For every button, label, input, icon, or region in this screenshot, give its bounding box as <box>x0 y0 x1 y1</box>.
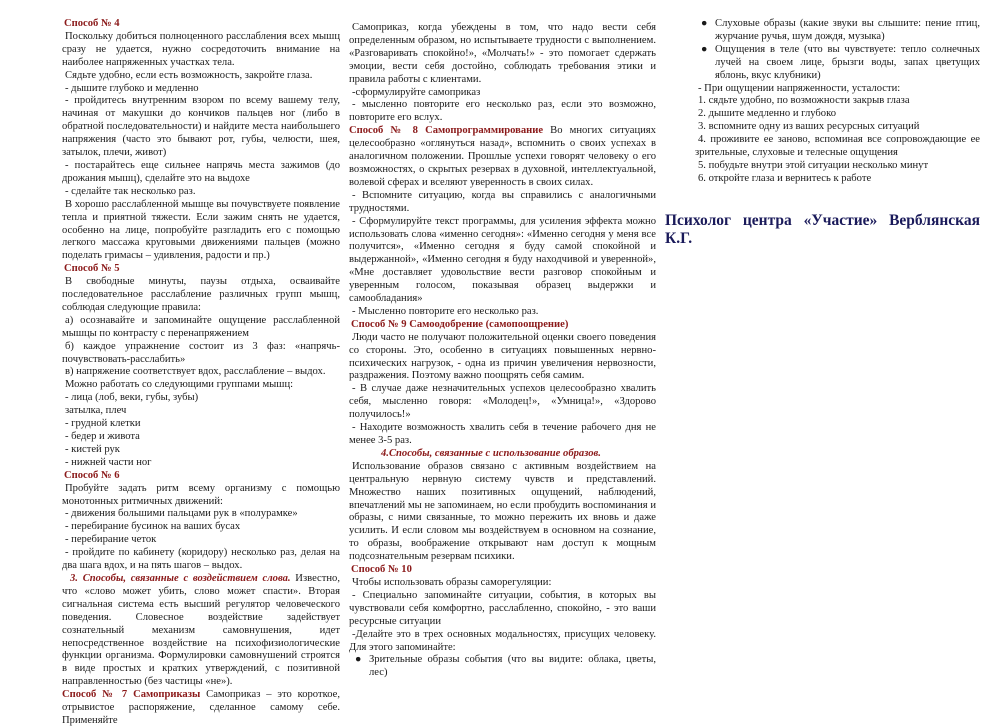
section-heading: Способ № 5 <box>64 263 120 275</box>
bullet-icon: ● <box>701 18 708 29</box>
section-heading: Способ № 4 <box>64 18 120 29</box>
paragraph: -Делайте это в трех основных модальностях, присущих человеку. Для этого запоминайте: <box>349 628 656 653</box>
paragraph-text: Известно, что «слово может убить, слово может спасти». Вторая сигнальная система есть высший регулятор человеческого поведения. Словесное воздействие задействует сознательный механизм самовнушения, идет непосредственное воздействие на психофизиологические функции организма. Формулировки самовнушений строятся в виде простых и кратких утверждений, с позитивной направленностью (без частицы «не»). <box>62 572 340 688</box>
paragraph: - При ощущении напряженности, усталости: <box>698 82 901 94</box>
bullet-text: Слуховые образы (какие звуки вы слышите: пение птиц, журчание ручья, шум дождя, музыка) <box>715 18 980 42</box>
paragraph: 3. вспомните одну из ваших ресурсных ситуаций <box>698 121 920 133</box>
paragraph: - пройдитесь внутренним взором по всему вашему телу, начиная от макушки до кончиков пальцев ног (либо в обратной последовательности) и найдите места наибольшего напряжения (часто это бывают рот, губы, челюсти, шея, затылок, плечи, живот) <box>62 95 340 159</box>
section-heading: Способ № 10 <box>351 564 412 576</box>
list-line: - нижней части ног <box>65 456 152 468</box>
inline-heading: Способ № 7 Самоприказы <box>62 689 201 701</box>
paragraph <box>349 125 656 190</box>
paragraph: Люди часто не получают положительной оценки своего поведения со стороны. Это, особенно в ситуациях повышенных нервно-психических нагрузок, - одна из причин увеличения нервозности, раздражения. Поэтому важно поощрять себя самим. <box>349 331 656 382</box>
list-line: - бедер и живота <box>65 431 140 442</box>
paragraph: - пройдите по кабинету (коридору) несколько раз, делая на два шага вдох, и на пять шагов – выдох. <box>62 547 340 572</box>
paragraph: 1. сядьте удобно, по возможности закрыв глаза <box>698 95 910 107</box>
paragraph-text: Самоприказ – это короткое, отрывистое распоряжение, сделанное самому себе. Применяйте <box>62 689 340 726</box>
paragraph: -сформулируйте самоприказ <box>352 86 481 98</box>
paragraph: - перебирание четок <box>65 534 157 546</box>
paragraph: Сядьте удобно, если есть возможность, закройте глаза. <box>65 69 313 81</box>
paragraph: а) осознавайте и запоминайте ощущение расслабленной мышцы по контрасту с перенапряжением <box>62 314 340 339</box>
list-line: затылка, плеч <box>65 405 127 417</box>
bullet-item <box>695 18 980 44</box>
inline-heading: 3. Способы, связанные с воздействием слова. <box>70 572 291 584</box>
paragraph: 4. проживите ее заново, вспоминая все сопровождающие ее зрительные, слуховые и телесные ощущения <box>695 134 980 159</box>
paragraph: - дышите глубоко и медленно <box>65 82 199 94</box>
paragraph: в) напряжение соответствует вдох, расслабление – выдох. <box>65 366 326 378</box>
inline-heading: Способ № 8 Самопрограммирование <box>349 125 544 137</box>
paragraph: - Сформулируйте текст программы, для усиления эффекта можно использовать слова «именно сегодня»: «Именно сегодня у меня все получится», «Именно сегодня я буду самой спокойной и выдержанной», «Именно сегодня я буду находчивой и уверенной», «Мне доставляет удовольствие вести разговор спокойным и уверенным голосом, показывая образец выдержки и самообладания» <box>349 215 656 305</box>
paragraph: - постарайтесь еще сильнее напрячь места зажимов (до дрожания мышц), сделайте это на выдохе <box>62 159 340 184</box>
bullet-text: Зрительные образы события (что вы видите: облака, цветы, лес) <box>369 654 656 679</box>
bullet-item <box>695 44 980 83</box>
paragraph-text: Во многих ситуациях целесообразно «оглянуться назад», вспомнить о своих успехах в аналогичном положении. Прошлые успехи говорят человеку о его возможностях, о скрытых резервах в духовной, интеллектуальной, волевой сферах и вселяют уверенность в своих силах. <box>349 125 656 188</box>
bullet-text: Ощущения в теле (что вы чувствуете: тепло солнечных лучей на своем лице, брызги воды, запах цветущих яблонь, вкус клубники) <box>715 43 980 81</box>
column-left <box>62 18 340 728</box>
paragraph: В хорошо расслабленной мышце вы почувствуете появление тепла и приятной тяжести. Если зажим снять не удается, особенно на лице, попробуйте разгладить его с помощью легкого массажа круговыми движениями пальцев (можно поделать гримасы – удивления, радости и пр.) <box>62 198 340 262</box>
paragraph: Использование образов связано с активным воздействием на центральную нервную систему чувств и представлений. Множество наших позитивных ощущений, наблюдений, впечатлений мы не запоминаем, но если пробудить воспоминания и образы, с ними связанные, то можно пережить их вновь и даже усилить. И если словом мы воздействуем в основном на сознание, то образы, воображение открывают нам доступ к мощным подсознательным резервам психики. <box>349 460 656 563</box>
column-right-body <box>695 18 980 186</box>
paragraph: 6. откройте глаза и вернитесь к работе <box>698 172 872 184</box>
paragraph: В свободные минуты, паузы отдыха, осваивайте последовательное расслабление различных групп мышц, соблюдая следующие правила: <box>62 276 340 313</box>
bullet-list <box>349 654 656 680</box>
column-right <box>665 18 980 248</box>
paragraph: Поскольку добиться полноценного расслабления всех мышц сразу не удается, нужно сосредоточить внимание на наиболее напряженных участках тела. <box>62 30 340 68</box>
paragraph: - движения большими пальцами рук в «полурамке» <box>65 508 298 520</box>
author-signature: Психолог центра «Участие» Верблянская К.Г. <box>665 211 980 247</box>
paragraph: - Находите возможность хвалить себя в течение рабочего дня не менее 3-5 раз. <box>349 422 656 446</box>
column-middle <box>349 22 656 680</box>
section-heading: Способ № 9 Самоодобрение (самопоощрение) <box>351 318 569 330</box>
list-line: - лица (лоб, веки, губы, зубы) <box>65 392 199 404</box>
paragraph: Можно работать со следующими группами мышц: <box>65 379 294 391</box>
list-line: - грудной клетки <box>65 418 141 430</box>
paragraph: - В случае даже незначительных успехов целесообразно хвалить себя, мысленно говоря: «Молодец!», «Умница!», «Здорово получилось!» <box>349 383 656 421</box>
paragraph: б) каждое упражнение состоит из 3 фаз: «напрячь-почувствовать-расслабить» <box>62 340 340 365</box>
bullet-item <box>349 654 656 680</box>
paragraph: - Специально запоминайте ситуации, события, в которых вы чувствовали себя комфортно, расслабленно, спокойно, - это ваши ресурсные ситуации <box>349 589 656 627</box>
paragraph: Чтобы использовать образы саморегуляции: <box>352 576 552 588</box>
paragraph: Пробуйте задать ритм всему организму с помощью монотонных ритмичных движений: <box>62 482 340 507</box>
paragraph <box>62 689 340 728</box>
section-heading: Способ № 6 <box>64 469 120 481</box>
section-heading: 4.Способы, связанные с использование образов. <box>381 447 601 459</box>
bullet-icon: ● <box>701 43 708 55</box>
paragraph: - Мысленно повторите его несколько раз. <box>352 305 539 317</box>
bullet-list <box>695 18 980 83</box>
paragraph <box>62 573 340 689</box>
list-line: - кистей рук <box>65 443 120 455</box>
paragraph: 2. дышите медленно и глубоко <box>698 108 836 120</box>
paragraph: 5. побудьте внутри этой ситуации несколько минут <box>698 159 929 171</box>
paragraph: - сделайте так несколько раз. <box>65 185 196 197</box>
paragraph: - мысленно повторите его несколько раз, если это возможно, повторите его вслух. <box>349 99 656 124</box>
paragraph: - перебирание бусинок на ваших бусах <box>65 521 241 533</box>
bullet-icon: ● <box>355 654 362 666</box>
paragraph: Самоприказ, когда убеждены в том, что надо вести себя определенным образом, но испытываете трудности с выполнением. «Разговаривать спокойно!», «Молчать!» - это помогает сдержать эмоции, вести себя достойно, соблюдать требования этики и правила работы с клиентами. <box>349 22 656 85</box>
paragraph: - Вспомните ситуацию, когда вы справились с аналогичными трудностями. <box>349 189 656 214</box>
